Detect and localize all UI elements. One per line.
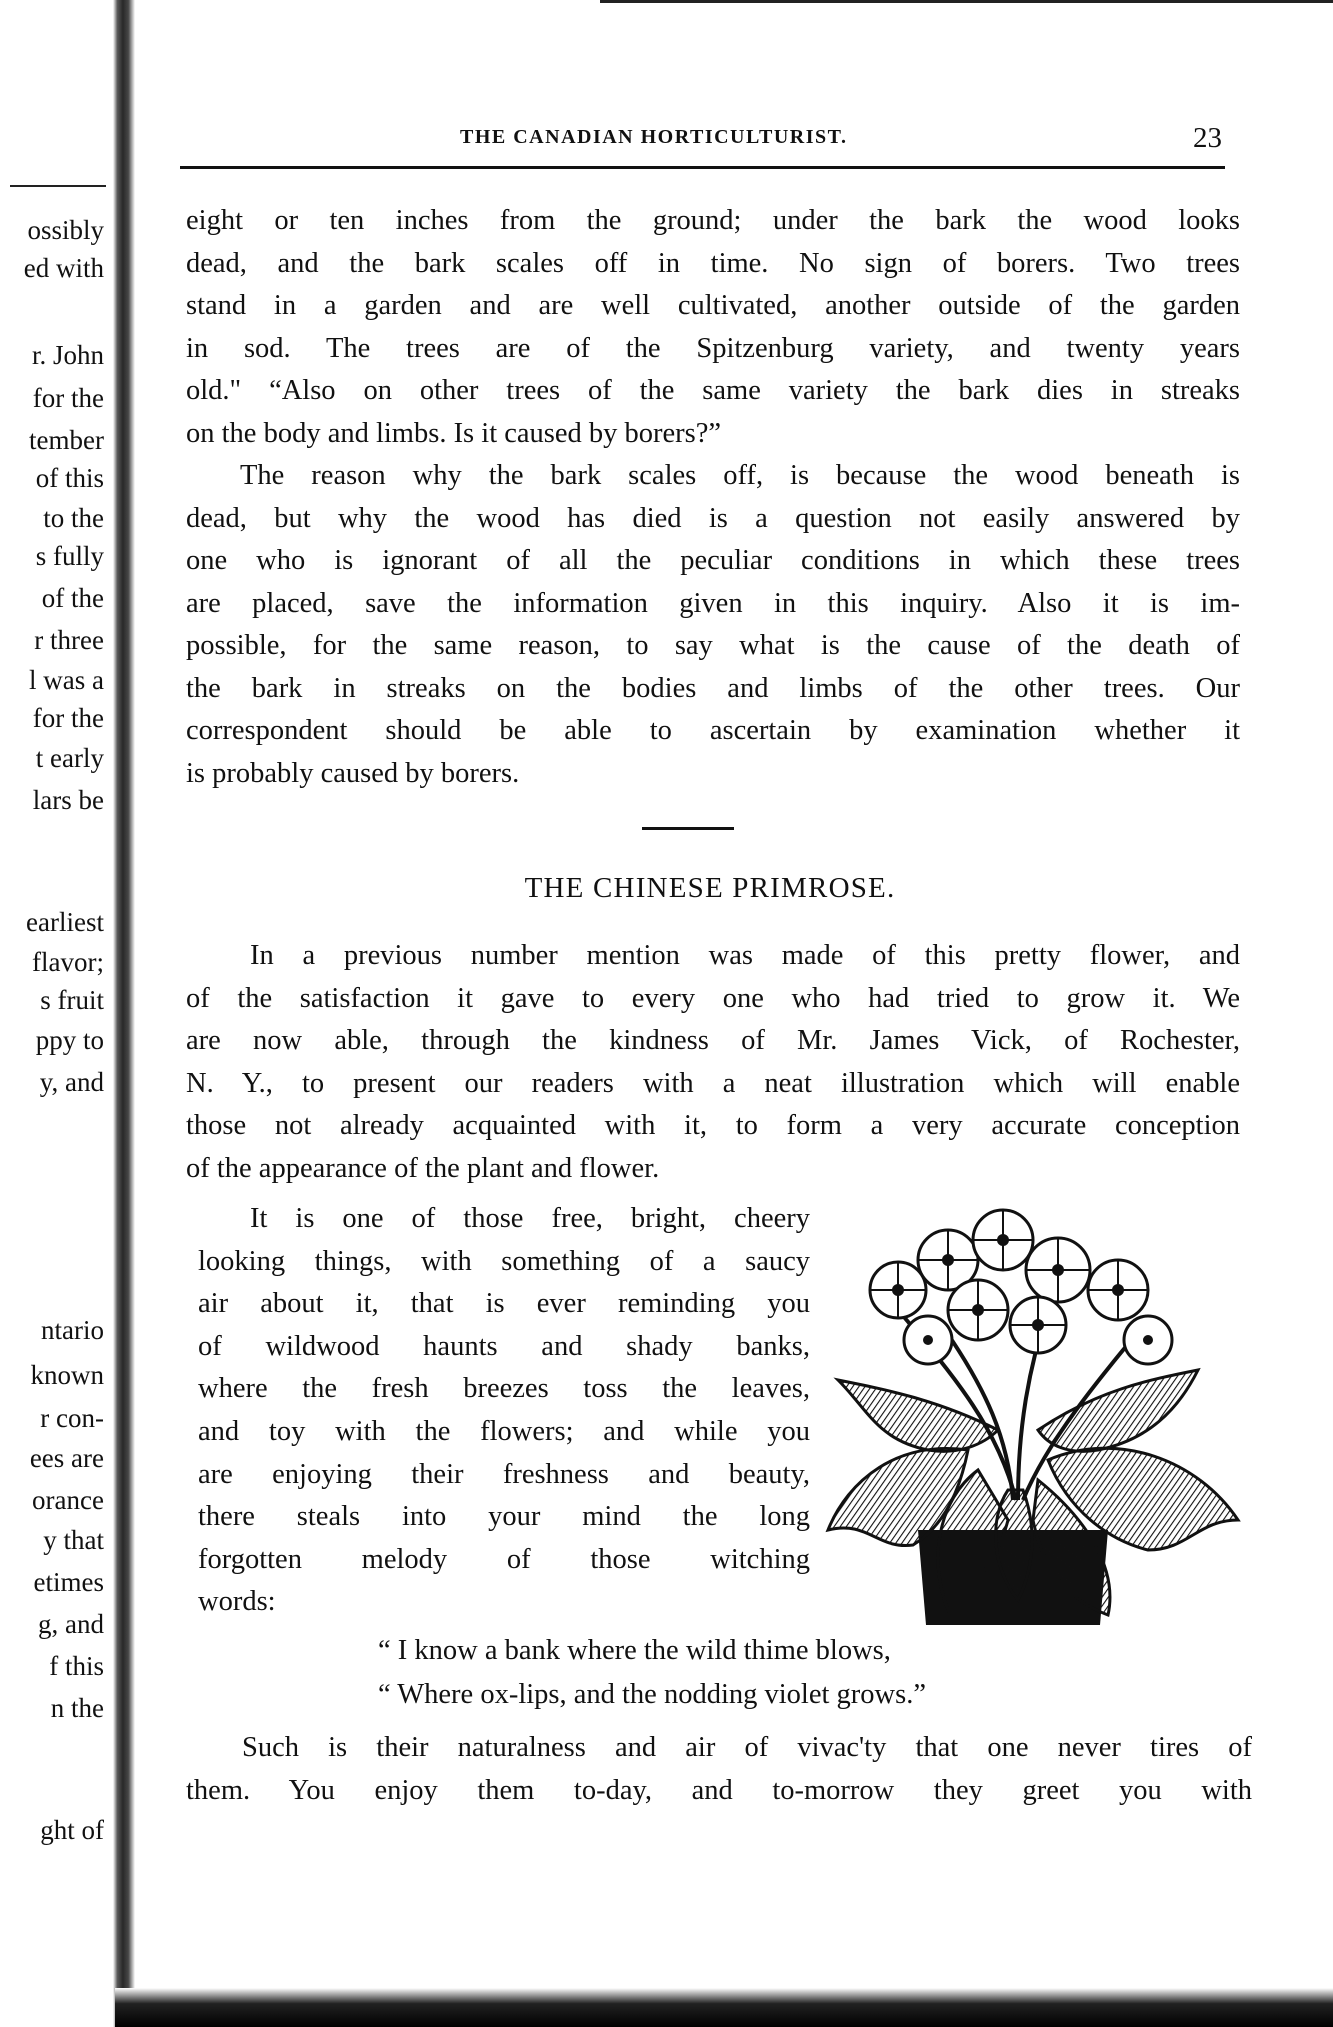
left-page-line: ppy to [35,1025,104,1055]
text-line: where the fresh breezes toss the leaves, [198,1373,810,1405]
intro-lines [186,935,1240,1148]
left-page-line: ossibly [27,215,104,245]
left-page-line: to the [43,503,104,533]
text-line: the bark in streaks on the bodies and limbs of the other trees. Our [186,672,1240,704]
paragraph-2 [186,455,1240,795]
left-page-line: lars be [32,785,104,815]
text-line: is probably caused by borers. [186,757,520,789]
left-page-line: for the [32,703,104,733]
left-page-line: y, and [39,1067,104,1097]
closing-lines [186,1727,1252,1812]
text-line: The reason why the bark scales off, is because the wood beneath is [240,460,1240,491]
left-page-line: y that [43,1525,104,1555]
paragraph-2-lines [186,455,1240,753]
left-page-fragment [0,185,108,1885]
paragraph-1-end [186,413,1240,456]
closing-paragraph [186,1727,1252,1812]
text-line: those not already acquainted with it, to form a very accurate conception [186,1110,1240,1141]
quote-line-1: “ I know a bank where the wild thime blows, [378,1635,891,1666]
left-page-line: etimes [33,1567,104,1597]
left-page-line: for the [32,383,104,413]
text-line: forgotten melody of those witching [198,1543,810,1575]
page-header [180,122,1230,162]
primrose-plant-icon [818,1200,1250,1628]
left-page-line: t early [35,743,104,773]
left-page-line: of the [41,583,104,613]
left-page-line: earliest [26,907,104,937]
page-bottom-edge [115,1988,1333,2027]
page-top-edge [600,0,1333,3]
text-line: one who is ignorant of all the peculiar conditions in which these trees [186,545,1240,576]
text-line: dead, but why the wood has died is a question not easily answered by [186,502,1240,534]
left-page-line: orance [32,1485,104,1515]
left-page-line: n the [50,1693,104,1723]
left-page-line: flavor; [32,947,104,977]
left-page-line: ntario [41,1315,104,1345]
quote-line-2: “ Where ox-lips, and the nodding violet grows.” [378,1679,926,1710]
left-page-line: r. John [31,340,104,370]
left-page-line: r three [34,625,104,655]
book-spine-gutter [113,0,135,2027]
text-line: dead, and the bark scales off in time. No sign of borers. Two trees [186,247,1240,279]
text-line: correspondent should be able to ascertain by examination whether it [186,715,1240,746]
running-title: THE CANADIAN HORTICULTURIST. [460,126,848,148]
header-rule [180,166,1225,169]
text-line: It is one of those free, bright, cheery [250,1203,810,1234]
text-line: on the body and limbs. Is it caused by borers?” [186,417,722,449]
paragraph-1 [186,200,1240,413]
left-page-line: s fully [35,541,104,571]
left-page-line: r con- [40,1403,104,1433]
left-page-rule [10,185,106,187]
text-line: N. Y., to present our readers with a neat illustration which will enable [186,1067,1240,1099]
text-line: eight or ten inches from the ground; under the bark the wood looks [186,205,1240,236]
text-line: are now able, through the kindness of Mr. James Vick, of Rochester, [186,1025,1240,1056]
left-page-line: of this [35,463,104,493]
intro-end [186,1148,1240,1191]
text-line: of the appearance of the plant and flower. [186,1152,660,1184]
text-line: of the satisfaction it gave to every one who had tried to grow it. We [186,982,1240,1014]
left-page-line: g, and [38,1609,104,1639]
page-number: 23 [1193,122,1222,154]
section-intro [186,935,1240,1190]
article-continued [186,200,1240,455]
text-line: and toy with the flowers; and while you [198,1415,810,1447]
left-page-line: s fruit [40,985,104,1015]
section-title: THE CHINESE PRIMROSE. [524,872,896,904]
left-page-line: ees are [29,1443,104,1473]
text-line: are enjoying their freshness and beauty, [198,1458,810,1490]
left-page-line: l was a [29,665,104,695]
text-line: In a previous number mention was made of this pretty flower, and [250,940,1240,971]
text-line: of wildwood haunts and shady banks, [198,1330,810,1362]
text-line: air about it, that is ever reminding you [198,1288,810,1320]
text-line: them. You enjoy them to-day, and to-morrow they greet you with [186,1774,1252,1806]
left-page-line: known [30,1360,104,1390]
text-line: looking things, with something of a saucy [198,1245,810,1277]
wrap-paragraph [198,1198,810,1624]
left-page-line: f this [49,1651,104,1681]
text-line: words: [198,1586,276,1618]
text-line: are placed, save the information given in this inquiry. Also it is im- [186,587,1240,619]
text-line: old." “Also on other trees of the same variety the bark dies in streaks [186,375,1240,406]
text-line: there steals into your mind the long [198,1501,810,1533]
paragraph-2-end [186,753,1240,796]
left-page-line: tember [29,425,104,455]
section-divider [642,827,734,830]
left-page-line: ed with [23,253,104,283]
text-line: stand in a garden and are well cultivated, another outside of the garden [186,290,1240,321]
text-line: Such is their naturalness and air of vivac'ty that one never tires of [242,1732,1252,1763]
left-page-line: ght of [40,1815,104,1845]
text-line: in sod. The trees are of the Spitzenburg variety, and twenty years [186,332,1240,364]
text-line: possible, for the same reason, to say what is the cause of the death of [186,630,1240,661]
